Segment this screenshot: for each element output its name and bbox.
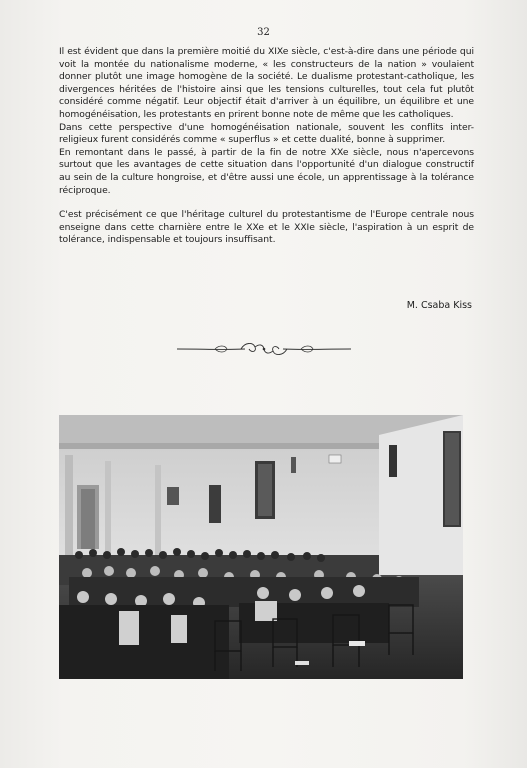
paragraph-2: Dans cette perspective d'une homogénéisation nationale, souvent les conflits inter-religieux furent considérés comme « superflus » et cette dualité, bonne à supprimer. [59,121,474,146]
author-signature: M. Csaba Kiss [406,300,472,311]
scroll-flourish-icon [175,338,353,360]
paragraph-3: En remontant dans le passé, à partir de la fin de notre XXe siècle, nous n'apercevons surtout que les avantages de cette situation dans l'opportunité d'un dialogue constructif au sein de la culture hongroise, et d'être aussi une école, un apprentissage à la tolérance réciproque. [59,146,474,196]
body-text [59,46,474,247]
paragraph-1: Il est évident que dans la première moitié du XIXe siècle, c'est-à-dire dans une période qui voit la montée du nationalisme moderne, « les constructeurs de la nation » voulaient donner plutôt une image homogène de la société. Le dualisme protestant-catholique, les divergences héritées de l'histoire ainsi que les tensions culturelles, tout cela fut plutôt considéré comme négatif. Leur objectif était d'arriver à un équilibre, un équilibre et une homogénéisation, les protestants en prirent bonne note de même que les catholiques. [59,46,474,120]
audience-photo [59,415,463,679]
page-number: 32 [257,27,270,38]
paragraph-4: C'est précisément ce que l'héritage culturel du protestantisme de l'Europe centrale nous enseigne dans cette charnière entre le XXe et le XXIe siècle, l'aspiration à un esprit de tolérance, indispensable et toujours insuffisant. [59,209,474,246]
